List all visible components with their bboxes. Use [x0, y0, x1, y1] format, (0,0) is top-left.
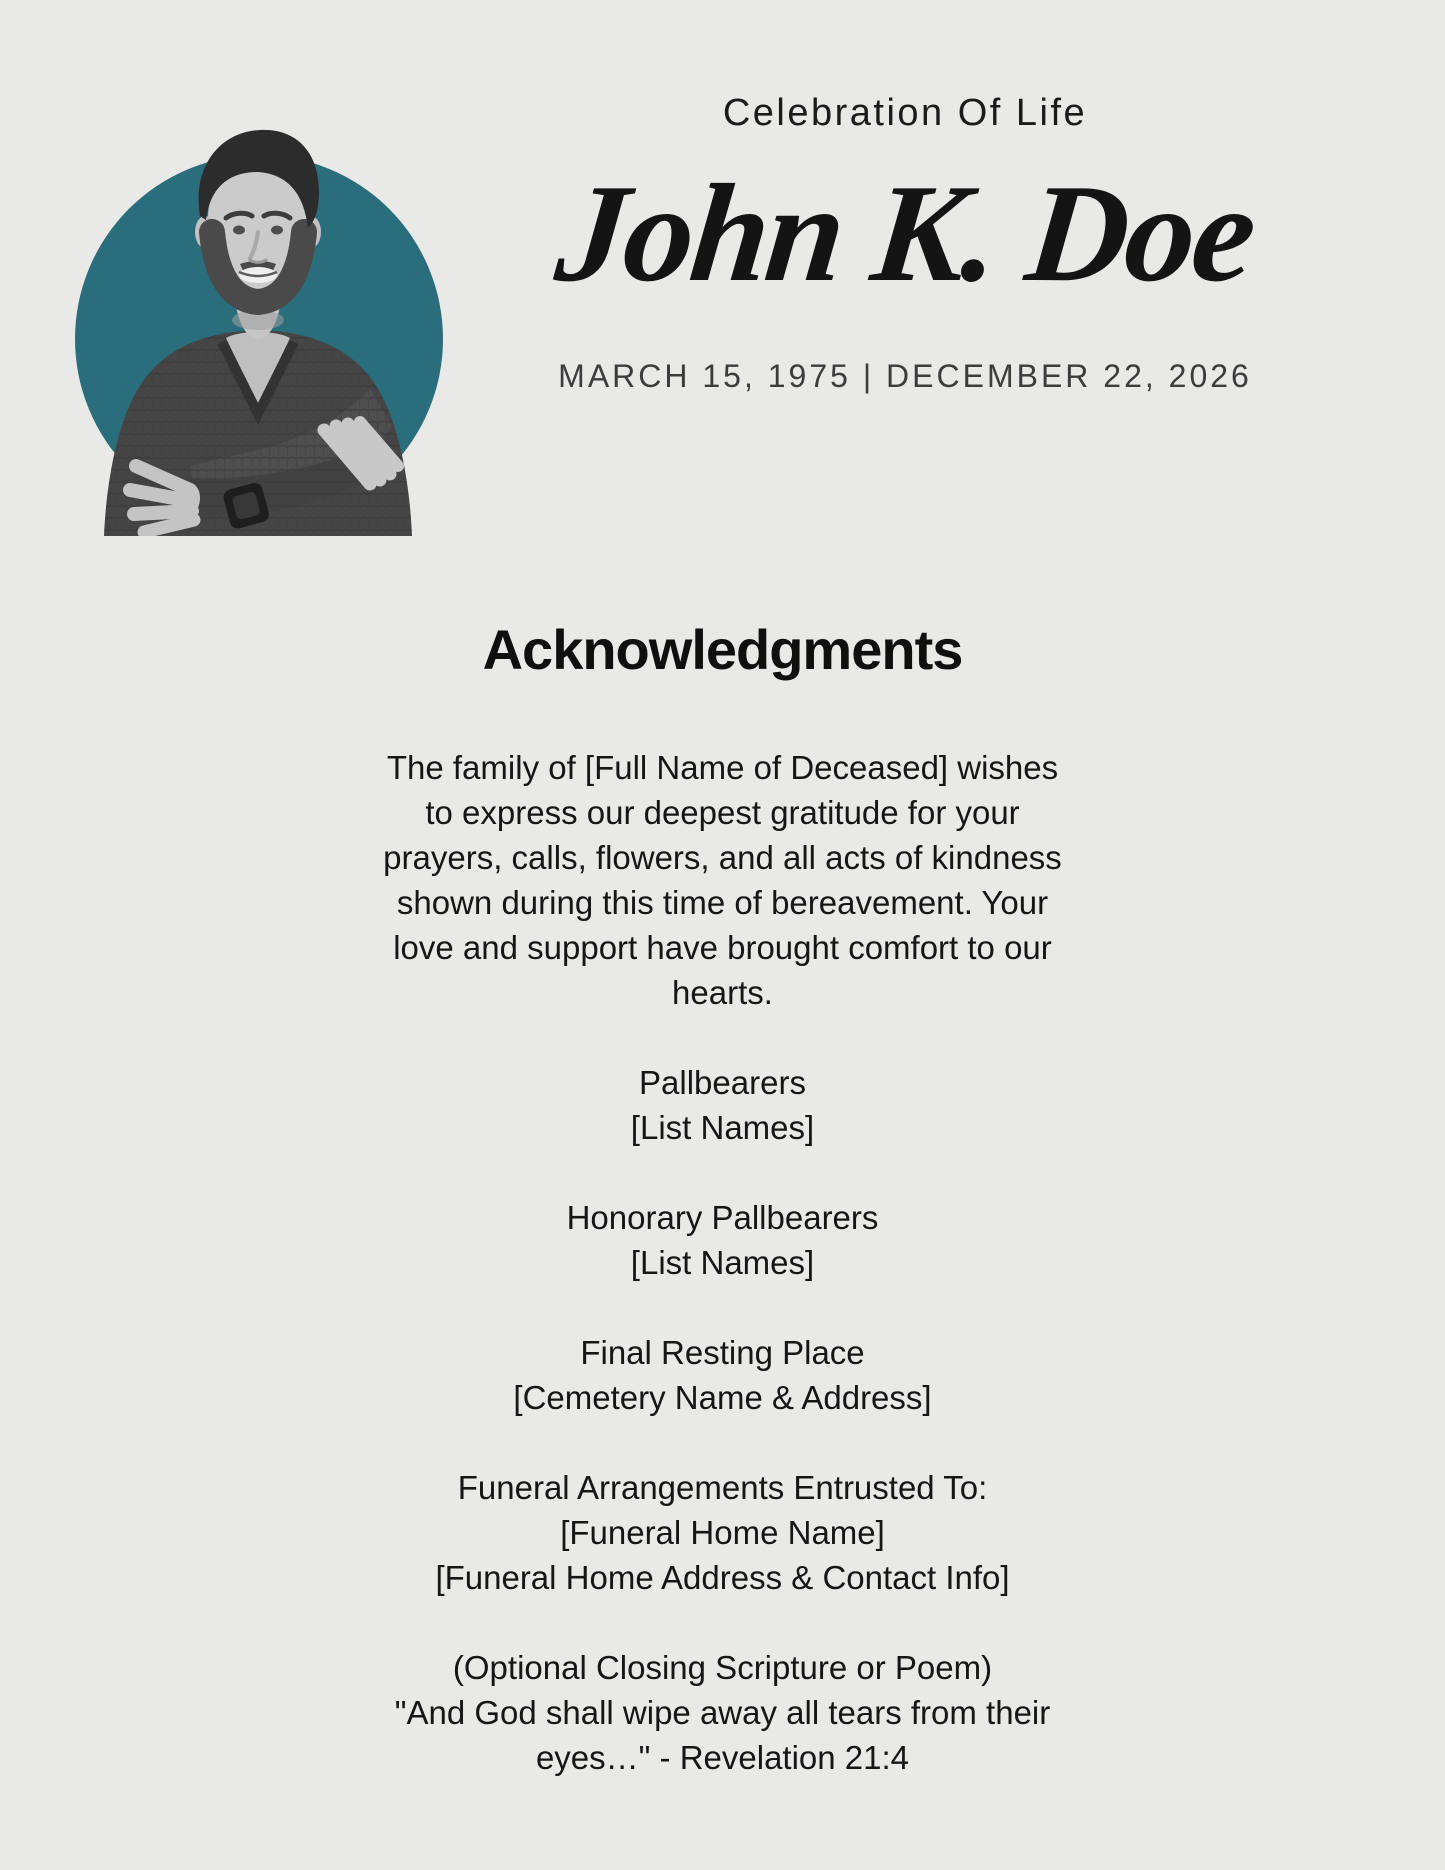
portrait-photo	[40, 70, 450, 536]
section-gap	[0, 1420, 1445, 1465]
section-gap	[0, 1600, 1445, 1645]
section-gap	[0, 1015, 1445, 1060]
pallbearers-names: [List Names]	[630, 1109, 815, 1146]
pallbearers-heading: Pallbearers	[639, 1064, 806, 1101]
honorary-pallbearers-names: [List Names]	[630, 1244, 815, 1281]
paragraph-line: prayers, calls, flowers, and all acts of kindness	[383, 839, 1062, 876]
section-gap	[0, 1150, 1445, 1195]
paragraph-line: to express our deepest gratitude for your	[425, 794, 1020, 831]
closing-scripture-citation: eyes…" - Revelation 21:4	[535, 1739, 910, 1776]
closing-scripture-heading: (Optional Closing Scripture or Poem)	[452, 1649, 993, 1686]
section-gap	[0, 1285, 1445, 1330]
birth-death-dates: MARCH 15, 1975 | DECEMBER 22, 2026	[558, 358, 1252, 394]
honorary-pallbearers-heading: Honorary Pallbearers	[566, 1199, 879, 1236]
acknowledgments-body	[0, 745, 1445, 1780]
funeral-arrangements-heading: Funeral Arrangements Entrusted To:	[457, 1469, 988, 1506]
paragraph-line: hearts.	[672, 974, 773, 1011]
funeral-home-address: [Funeral Home Address & Contact Info]	[435, 1559, 1010, 1596]
portrait-photo-illustration	[40, 70, 450, 536]
paragraph-line: shown during this time of bereavement. Your	[396, 884, 1049, 921]
acknowledgments-title: Acknowledgments	[482, 618, 963, 681]
deceased-name: John K. Doe	[549, 156, 1261, 311]
paragraph-line: The family of [Full Name of Deceased] wishes	[386, 749, 1059, 786]
final-resting-place-heading: Final Resting Place	[580, 1334, 865, 1371]
funeral-home-name: [Funeral Home Name]	[560, 1514, 885, 1551]
paragraph-line: love and support have brought comfort to our	[393, 929, 1052, 966]
celebration-of-life-label: Celebration Of Life	[722, 92, 1088, 134]
closing-scripture-line: "And God shall wipe away all tears from their	[394, 1694, 1051, 1731]
cemetery-name-address: [Cemetery Name & Address]	[513, 1379, 932, 1416]
